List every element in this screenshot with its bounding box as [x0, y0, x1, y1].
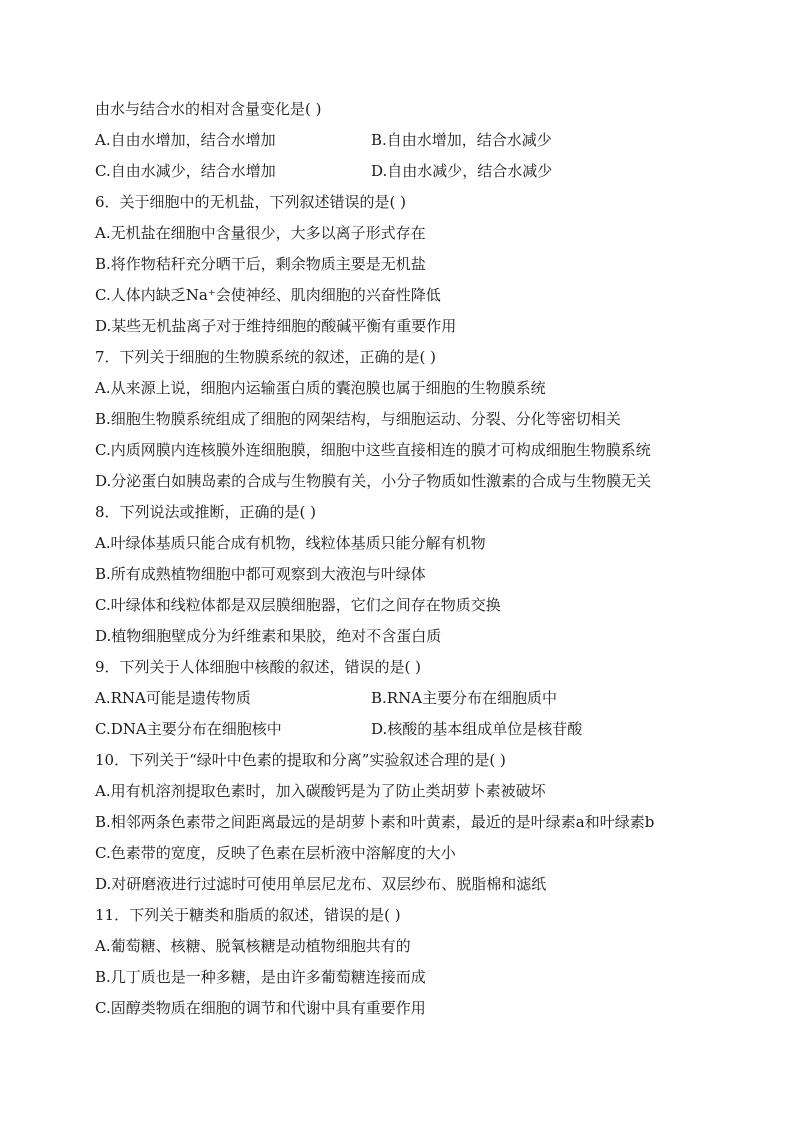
q7-option-d: D.分泌蛋白如胰岛素的合成与生物膜有关，小分子物质如性激素的合成与生物膜无关 — [95, 472, 652, 490]
q9-option-a: A.RNA可能是遗传物质 — [95, 689, 251, 707]
q7-option-b: B.细胞生物膜系统组成了细胞的网架结构，与细胞运动、分裂、分化等密切相关 — [95, 410, 621, 428]
q7-option-a: A.从来源上说，细胞内运输蛋白质的囊泡膜也属于细胞的生物膜系统 — [95, 379, 546, 397]
q6-option-a: A.无机盐在细胞中含量很少，大多以离子形式存在 — [95, 224, 426, 242]
q11-stem: 11．下列关于糖类和脂质的叙述，错误的是( ) — [95, 906, 401, 924]
q6-option-c: C.人体内缺乏Na⁺会使神经、肌肉细胞的兴奋性降低 — [95, 286, 441, 304]
q7-option-c: C.内质网膜内连核膜外连细胞膜，细胞中这些直接相连的膜才可构成细胞生物膜系统 — [95, 441, 651, 459]
q5-option-c: C.自由水减少，结合水增加 — [95, 162, 276, 180]
q10-option-b: B.相邻两条色素带之间距离最远的是胡萝卜素和叶黄素，最近的是叶绿素a和叶绿素b — [95, 813, 655, 831]
q10-option-a: A.用有机溶剂提取色素时，加入碳酸钙是为了防止类胡萝卜素被破坏 — [95, 782, 546, 800]
q11-option-b: B.几丁质也是一种多糖，是由许多葡萄糖连接而成 — [95, 968, 426, 986]
q8-option-b: B.所有成熟植物细胞中都可观察到大液泡与叶绿体 — [95, 565, 426, 583]
q5-stem-tail: 由水与结合水的相对含量变化是( ) — [95, 100, 322, 118]
q5-option-d: D.自由水减少，结合水减少 — [371, 162, 553, 180]
q10-option-d: D.对研磨液进行过滤时可使用单层尼龙布、双层纱布、脱脂棉和滤纸 — [95, 875, 547, 893]
q11-option-a: A.葡萄糖、核糖、脱氧核糖是动植物细胞共有的 — [95, 937, 411, 955]
q6-option-b: B.将作物秸秆充分晒干后，剩余物质主要是无机盐 — [95, 255, 426, 273]
q8-stem: 8．下列说法或推断，正确的是( ) — [95, 503, 317, 521]
q9-options-row-2 — [95, 714, 715, 745]
q10-option-c: C.色素带的宽度，反映了色素在层析液中溶解度的大小 — [95, 844, 456, 862]
q9-option-c: C.DNA主要分布在细胞核中 — [95, 720, 282, 738]
q8-option-d: D.植物细胞壁成分为纤维素和果胶，绝对不含蛋白质 — [95, 627, 442, 645]
q5-options-row-2 — [95, 156, 715, 187]
q5-options-row-1 — [95, 125, 715, 156]
q5-option-b: B.自由水增加，结合水减少 — [371, 131, 552, 149]
q9-stem: 9．下列关于人体细胞中核酸的叙述，错误的是( ) — [95, 658, 422, 676]
q9-option-d: D.核酸的基本组成单位是核苷酸 — [371, 720, 583, 738]
q5-option-a: A.自由水增加，结合水增加 — [95, 131, 276, 149]
q6-stem: 6．关于细胞中的无机盐，下列叙述错误的是( ) — [95, 193, 407, 211]
q9-option-b: B.RNA主要分布在细胞质中 — [371, 689, 558, 707]
q8-option-a: A.叶绿体基质只能合成有机物，线粒体基质只能分解有机物 — [95, 534, 486, 552]
q6-option-d: D.某些无机盐离子对于维持细胞的酸碱平衡有重要作用 — [95, 317, 457, 335]
document-page — [95, 94, 715, 1024]
q8-option-c: C.叶绿体和线粒体都是双层膜细胞器，它们之间存在物质交换 — [95, 596, 501, 614]
q9-options-row-1 — [95, 683, 715, 714]
q11-option-c: C.固醇类物质在细胞的调节和代谢中具有重要作用 — [95, 999, 426, 1017]
q7-stem: 7．下列关于细胞的生物膜系统的叙述，正确的是( ) — [95, 348, 437, 366]
q10-stem: 10．下列关于“绿叶中色素的提取和分离”实验叙述合理的是( ) — [95, 751, 506, 769]
